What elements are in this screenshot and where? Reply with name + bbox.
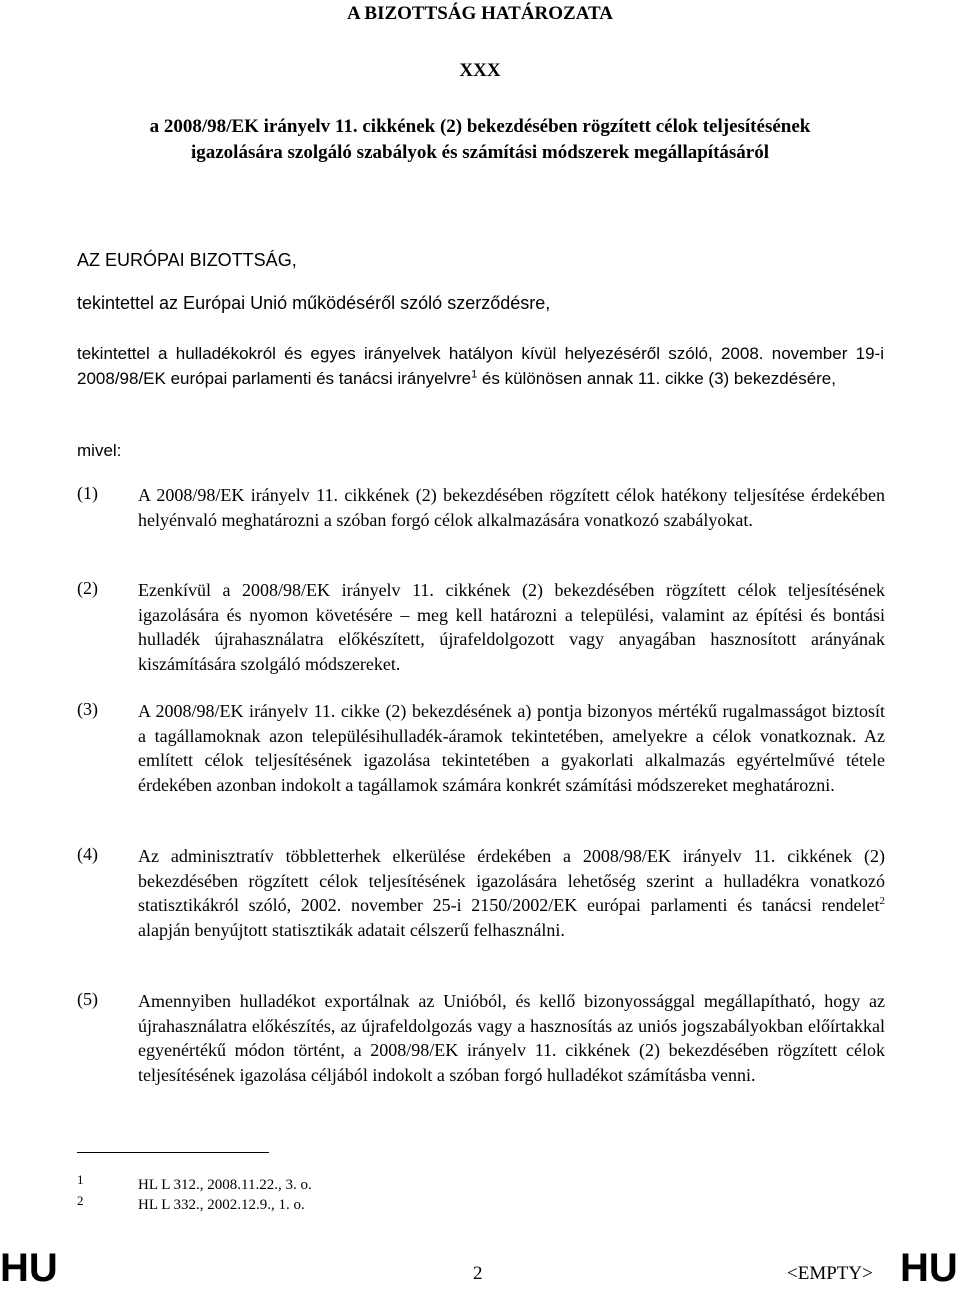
having-regard-directive-text-end: és különösen annak 11. cikke (3) bekezdésére, — [477, 368, 836, 388]
having-regard-directive — [77, 342, 884, 391]
whereas-label: mivel: — [77, 441, 122, 460]
document-title: A BIZOTTSÁG HATÁROZATA — [346, 3, 614, 24]
recital-number: (3) — [77, 699, 98, 719]
recital-text: A 2008/98/EK irányelv 11. cikke (2) bekezdésének a) pontja bizonyos mértékű rugalmasságot biztosít a tagállamoknak azon településihulladék-áramok tekintetében, amelyekre a célok vonatkoznak. Az említett célok teljesítésének igazolása tekintetében a gyakorlati alkalmazás egyértelművé tétele érdekében azonban indokolt a tagállamok számára konkrét számítási módszereket meghatározni. — [138, 701, 885, 795]
language-code-left: HU — [0, 1246, 58, 1290]
recital-number: (2) — [77, 578, 98, 598]
footnote-text: HL L 332., 2002.12.9., 1. o. — [138, 1197, 305, 1213]
footnote-ref-2[interactable]: 2 — [879, 895, 885, 907]
language-code-right: HU — [900, 1246, 958, 1290]
subtitle-line-1: a 2008/98/EK irányelv 11. cikkének (2) bekezdésében rögzített célok teljesítésének — [149, 116, 811, 137]
having-regard-directive-text: tekintettel a hulladékokról és egyes irányelvek hatályon kívül helyezéséről szóló, 2008. november 19-i 2008/98/EK európai parlamenti és tanácsi irányelvre — [77, 344, 884, 388]
footnote-ref-1[interactable]: 1 — [471, 367, 478, 380]
empty-tag: <EMPTY> — [787, 1263, 873, 1284]
recital-text: A 2008/98/EK irányelv 11. cikkének (2) bekezdésében rögzített célok hatékony teljesítése érdekében helyénvaló meghatározni a szóban forgó célok alkalmazására vonatkozó szabályokat. — [138, 485, 885, 530]
recital-text: Ezenkívül a 2008/98/EK irányelv 11. cikkének (2) bekezdésében rögzített célok teljesítésének igazolására és nyomon követésére – meg kell határozni a települési, valamint az építési és bontási hulladék újrahasználatra előkészített, újrafeldolgozott vagy anyagában hasznosított arányának kiszámítására szolgáló módszereket. — [138, 580, 885, 674]
having-regard-treaty: tekintettel az Európai Unió működéséről szóló szerződésre, — [77, 293, 551, 313]
footnote-number: 1 — [77, 1172, 84, 1187]
recital-number: (4) — [77, 844, 98, 864]
footnote-number: 2 — [77, 1193, 84, 1208]
institution-heading: AZ EURÓPAI BIZOTTSÁG, — [77, 250, 297, 270]
recital-number: (5) — [77, 989, 98, 1009]
page-number: 2 — [473, 1263, 483, 1284]
footnote-separator — [77, 1152, 269, 1153]
recital-text-part: Az adminisztratív többletterhek elkerülése érdekében a 2008/98/EK irányelv 11. cikkének (2) bekezdésében rögzített célok teljesítésének igazolására lehetőség szerint a hulladékra vonatkozó statisztikákról szóló, 2002. november 25-i 2150/2002/EK európai parlamenti és tanácsi rendelet — [138, 846, 885, 915]
recital-text — [138, 844, 885, 942]
recital-text-part-end: alapján benyújtott statisztikák adatait célszerű felhasználni. — [138, 919, 565, 940]
footnote-text: HL L 312., 2008.11.22., 3. o. — [138, 1177, 312, 1193]
recital-text: Amennyiben hulladékot exportálnak az Unióból, és kellő bizonyossággal megállapítható, hogy az újrahasználatra előkészítés, az újrafeldolgozás vagy a hasznosítás az uniós jogszabályokban előírtakkal egyenértékű módon történt, a 2008/98/EK irányelv 11. cikkének (2) bekezdésében rögzített célok teljesítésének igazolása céljából indokolt a szóban forgó hulladékot számításba venni. — [138, 991, 885, 1085]
subtitle-line-2: igazolására szolgáló szabályok és számítási módszerek megállapításáról — [190, 142, 770, 163]
document-number: XXX — [459, 60, 501, 81]
recital-number: (1) — [77, 483, 98, 503]
